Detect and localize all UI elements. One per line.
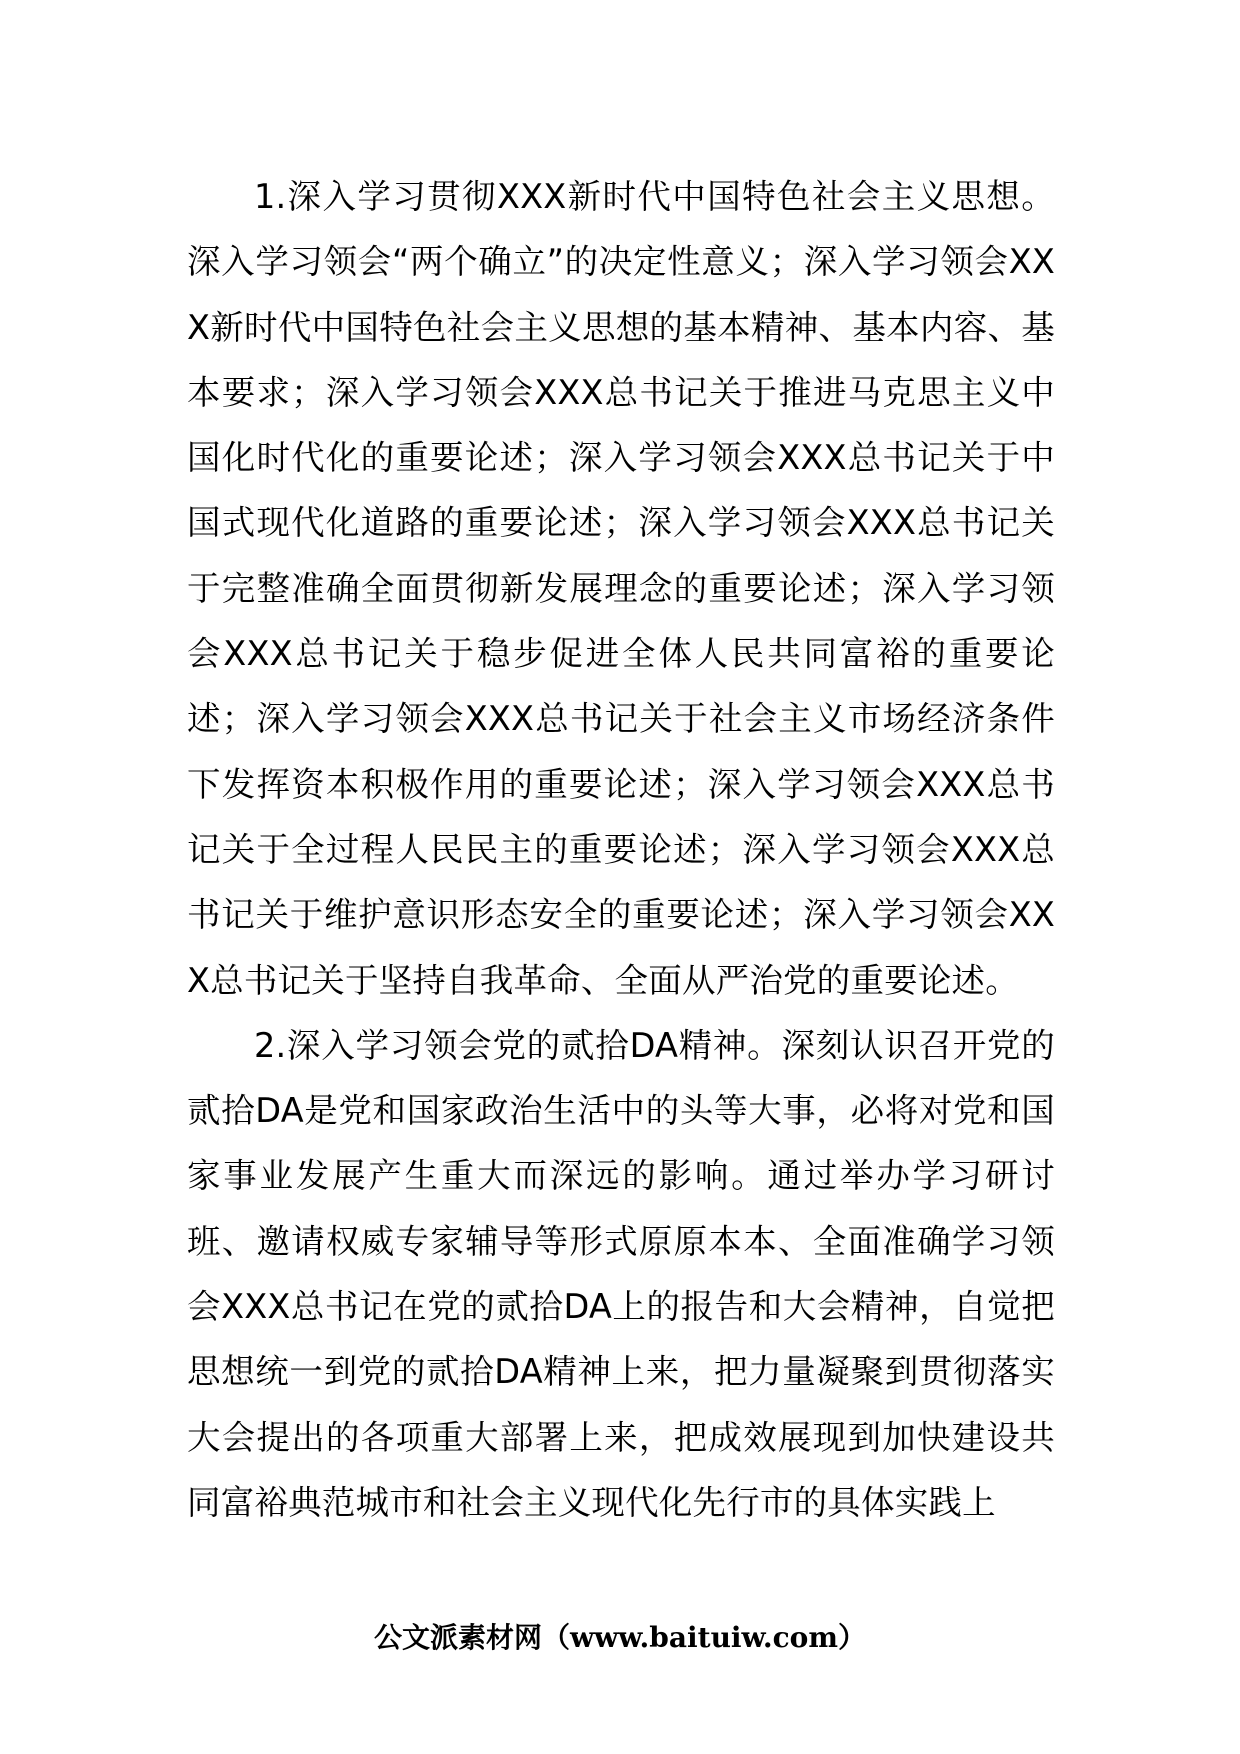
footer-watermark: 公文派素材网（www.baituiw.com）	[374, 1621, 866, 1654]
document-body	[187, 164, 1055, 1535]
paragraph-2: 2.深入学习领会党的贰拾DA精神。深刻认识召开党的贰拾DA是党和国家政治生活中的头等大事，必将对党和国家事业发展产生重大而深远的影响。通过举办学习研讨班、邀请权威专家辅导等形式原原本本、全面准确学习领会XXX总书记在党的贰拾DA上的报告和大会精神，自觉把思想统一到党的贰拾DA精神上来，把力量凝聚到贯彻落实大会提出的各项重大部署上来，把成效展现到加快建设共同富裕典范城市和社会主义现代化先行市的具体实践上	[187, 1025, 1055, 1522]
paragraph-1: 1.深入学习贯彻XXX新时代中国特色社会主义思想。深入学习领会“两个确立”的决定性意义；深入学习领会XXX新时代中国特色社会主义思想的基本精神、基本内容、基本要求；深入学习领会XXX总书记关于推进马克思主义中国化时代化的重要论述；深入学习领会XXX总书记关于中国式现代化道路的重要论述；深入学习领会XXX总书记关于完整准确全面贯彻新发展理念的重要论述；深入学习领会XXX总书记关于稳步促进全体人民共同富裕的重要论述；深入学习领会XXX总书记关于社会主义市场经济条件下发挥资本积极作用的重要论述；深入学习领会XXX总书记关于全过程人民民主的重要论述；深入学习领会XXX总书记关于维护意识形态安全的重要论述；深入学习领会XXX总书记关于坚持自我革命、全面从严治党的重要论述。	[187, 177, 1055, 1000]
